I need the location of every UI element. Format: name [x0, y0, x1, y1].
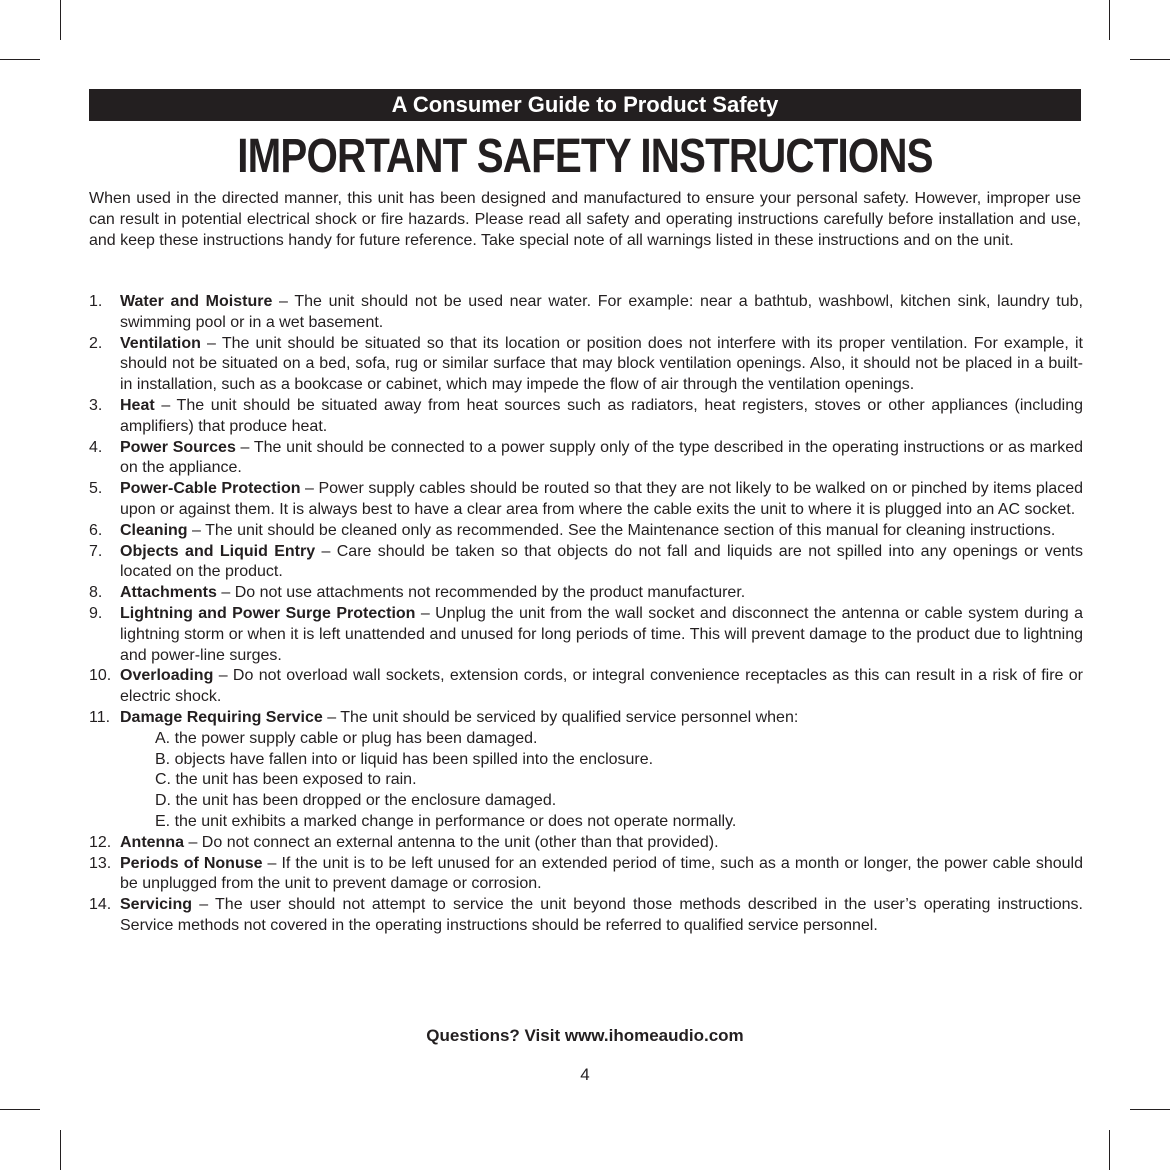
- instruction-heading: Antenna: [120, 833, 184, 851]
- instruction-item: [89, 479, 1083, 521]
- instruction-number: 12.: [89, 833, 112, 851]
- instruction-number: 4.: [89, 438, 103, 456]
- crop-mark-top-left: [60, 0, 61, 40]
- instruction-item: [89, 583, 1083, 604]
- instruction-item: [89, 833, 1083, 854]
- instruction-item: [89, 292, 1083, 334]
- crop-mark-top-right: [1109, 0, 1110, 40]
- instruction-item: [89, 666, 1083, 708]
- instruction-text: – The unit should not be used near water. For example: near a bathtub, washbowl, kitchen sink, laundry tub, swimming pool or in a wet basement.: [120, 293, 1083, 331]
- instruction-item: [89, 895, 1083, 937]
- instruction-text: – Care should be taken so that objects do not fall and liquids are not spilled into any openings or vents located on the product.: [120, 542, 1083, 581]
- service-condition-item: E. the unit exhibits a marked change in performance or does not operate normally.: [155, 812, 737, 830]
- instruction-heading: Objects and Liquid Entry: [120, 542, 316, 560]
- crop-mark-bottom-left: [60, 1130, 61, 1170]
- instruction-number: 11.: [89, 708, 111, 726]
- instruction-item: [89, 542, 1083, 584]
- instruction-item: [89, 334, 1083, 396]
- instruction-number: 6.: [89, 521, 103, 539]
- service-conditions-list: [120, 729, 1083, 833]
- instruction-heading: Ventilation: [120, 334, 201, 352]
- support-link-text: Questions? Visit www.ihomeaudio.com: [426, 1026, 744, 1045]
- instruction-item: [89, 521, 1083, 542]
- instruction-heading: Periods of Nonuse: [120, 854, 263, 872]
- instruction-heading: Power-Cable Protection: [120, 480, 301, 498]
- instruction-item: [89, 854, 1083, 896]
- instruction-number: 8.: [89, 584, 103, 602]
- instruction-text: – The unit should be cleaned only as recommended. See the Maintenance section of this manual for cleaning instructions.: [187, 521, 1056, 539]
- instruction-heading: Cleaning: [120, 521, 188, 539]
- instruction-text: – Do not use attachments not recommended by the product manufacturer.: [216, 584, 746, 602]
- instruction-item: [89, 708, 1083, 833]
- instruction-text: – Do not overload wall sockets, extension cords, or integral convenience receptacles as this can result in a risk of fire or electric shock.: [120, 667, 1083, 706]
- service-condition-item: D. the unit has been dropped or the enclosure damaged.: [155, 792, 557, 810]
- instruction-heading: Water and Moisture: [120, 293, 273, 310]
- instruction-heading: Servicing: [120, 896, 193, 914]
- instruction-heading: Heat: [120, 396, 155, 414]
- page-title: IMPORTANT SAFETY INSTRUCTIONS: [237, 130, 933, 183]
- instruction-text: – The unit should be serviced by qualified service personnel when:: [322, 708, 799, 726]
- instruction-text: – The unit should be situated away from heat sources such as radiators, heat registers, stoves or other appliances (including amplifiers) that produce heat.: [120, 396, 1083, 435]
- instruction-item: [89, 604, 1083, 666]
- instruction-number: 1.: [89, 293, 103, 310]
- instruction-number: 14.: [89, 896, 112, 914]
- instruction-text: – Power supply cables should be routed so that they are not likely to be walked on or pinched by items placed upon or against them. It is always best to have a clear area from where the cable exits the unit to where it is plugged into an AC socket.: [120, 480, 1083, 518]
- service-condition-item: C. the unit has been exposed to rain.: [155, 771, 417, 789]
- instruction-item: [89, 438, 1083, 480]
- safety-instructions-list: [89, 292, 1083, 937]
- crop-mark-right-top: [1130, 59, 1170, 60]
- page-number: 4: [580, 1065, 590, 1084]
- instruction-number: 7.: [89, 542, 103, 560]
- crop-mark-left-bottom: [0, 1109, 40, 1110]
- instruction-heading: Lightning and Power Surge Protection: [120, 604, 416, 622]
- instruction-heading: Attachments: [120, 584, 217, 602]
- instruction-number: 10.: [89, 667, 112, 685]
- instruction-text: – The user should not attempt to service the unit beyond those methods described in the user’s operating instructions. Service methods not covered in the operating instructions should be referred to qualified service personnel.: [120, 896, 1083, 934]
- crop-mark-bottom-right: [1109, 1130, 1110, 1170]
- service-condition-item: B. objects have fallen into or liquid has been spilled into the enclosure.: [155, 750, 654, 768]
- instruction-number: 5.: [89, 480, 103, 498]
- instruction-item: [89, 396, 1083, 438]
- service-condition-item: A. the power supply cable or plug has been damaged.: [155, 729, 538, 747]
- instruction-text: – Unplug the unit from the wall socket and disconnect the antenna or cable system during a lightning storm or when it is left unattended and unused for long periods of time. This will prevent damage to the product due to lightning and power-line surges.: [120, 604, 1084, 664]
- instruction-heading: Damage Requiring Service: [120, 708, 323, 726]
- instruction-number: 2.: [89, 334, 103, 352]
- crop-mark-right-bottom: [1130, 1109, 1170, 1110]
- instruction-number: 3.: [89, 396, 103, 414]
- instruction-text: – If the unit is to be left unused for an extended period of time, such as a month or longer, the power cable should be unplugged from the unit to prevent damage or corrosion.: [120, 854, 1083, 893]
- instruction-text: – The unit should be situated so that its location or position does not interfere with its proper ventilation. For example, it should not be situated on a bed, sofa, rug or similar surface that may block ventilation openings. Also, it should not be placed in a built-in installation, such as a bookcase or cabinet, which may impede the flow of air through the ventilation openings.: [120, 334, 1083, 394]
- instruction-heading: Power Sources: [120, 438, 236, 456]
- section-banner: A Consumer Guide to Product Safety: [89, 89, 1081, 121]
- intro-paragraph: When used in the directed manner, this unit has been designed and manufactured to ensure your personal safety. However, improper use can result in potential electrical shock or fire hazards. Please read all safety and operating instructions carefully before installation and use, and keep these instructions handy for future reference. Take special note of all warnings listed in these instructions and on the unit.: [89, 190, 1081, 249]
- instruction-heading: Overloading: [120, 667, 214, 685]
- instruction-number: 13.: [89, 854, 112, 872]
- instruction-number: 9.: [89, 604, 103, 622]
- crop-mark-left-top: [0, 59, 40, 60]
- instruction-text: – Do not connect an external antenna to the unit (other than that provided).: [184, 833, 719, 851]
- instruction-text: – The unit should be connected to a power supply only of the type described in the operating instructions or as marked on the appliance.: [120, 438, 1083, 477]
